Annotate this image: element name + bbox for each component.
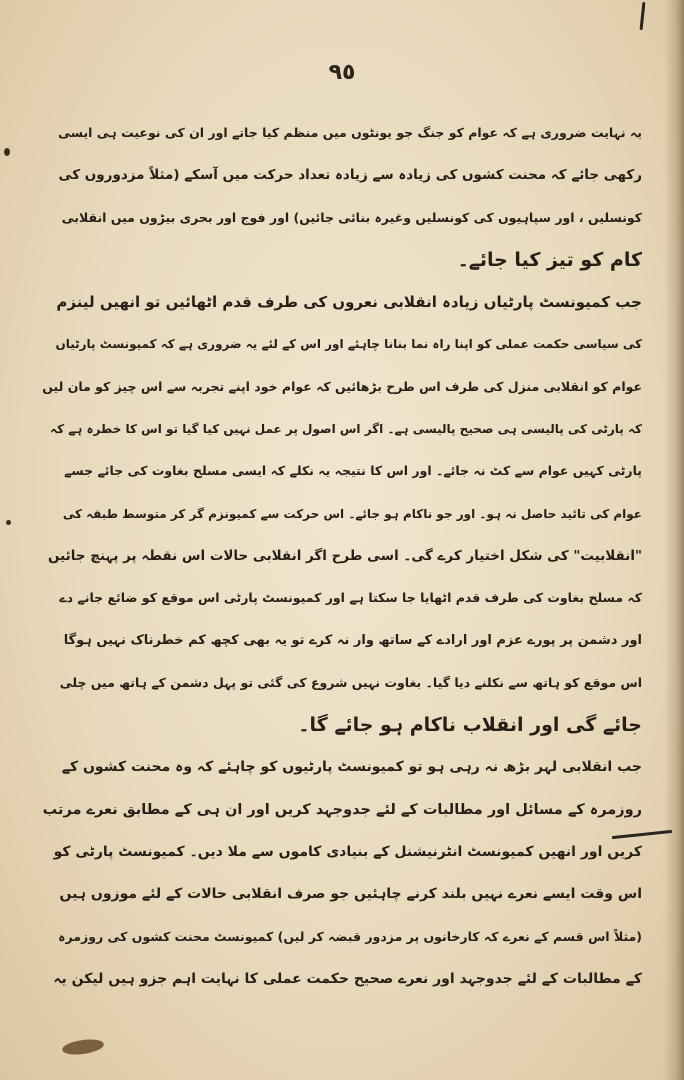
text-line: رکھی جائے کہ محنت کشوں کی زیادہ سے زیادہ تعداد حرکت میں آسکے (مثلاً مزدوروں کی [58, 167, 642, 184]
text-line: اس موقع کو ہاتھ سے نکلنے دیا گیا۔ بغاوت نہیں شروع کی گئی تو پہل دشمن کے ہاتھ میں چلی [59, 674, 642, 690]
text-line: "انقلابیت" کی شکل اختیار کرے گی۔ اسی طرح اگر انقلابی حالات اس نقطہ پر پہنچ جائیں [48, 547, 642, 564]
text-line: پارٹی کہیں عوام سے کٹ نہ جائے۔ اور اس کا نتیجہ یہ نکلے کہ ایسی مسلح بغاوت کی جائے جسے [64, 463, 642, 479]
text-line: (مثلاً اس قسم کے نعرے کہ کارخانوں پر مزدور قبضہ کر لیں) کمیونسٹ محنت کشوں کی روزمرہ [58, 928, 642, 944]
text-line: اور دشمن پر پورے عزم اور ارادے کے ساتھ وار نہ کرے تو یہ بھی کچھ کم خطرناک نہیں ہوگا [63, 632, 642, 648]
text-line: کی سیاسی حکمت عملی کو اپنا راہ نما بنانا چاہئے اور اس کے لئے یہ ضروری ہے کہ کمیونسٹ پارٹیاں [55, 337, 642, 352]
text-line: کریں اور انھیں کمیونسٹ انٹرنیشنل کے بنیادی کاموں سے ملا دیں۔ کمیونسٹ پارٹی کو [53, 844, 642, 861]
page-edge-shadow [664, 0, 684, 1080]
text-line: جب کمیونسٹ پارٹیاں زیادہ انقلابی نعروں کی طرف قدم اٹھائیں تو انھیں لینزم [56, 293, 642, 312]
text-line: کہ مسلح بغاوت کی طرف قدم اٹھایا جا سکتا ہے اور کمیونسٹ پارٹی اس موقع کو ضائع جانے دے [59, 590, 642, 606]
text-line: جائے گی اور انقلاب ناکام ہو جائے گا۔ [298, 714, 642, 737]
text-line: اس وقت ایسے نعرے نہیں بلند کرنے چاہئیں جو صرف انقلابی حالات کے لئے موزوں ہیں [59, 886, 642, 903]
text-line: عوام کو انقلابی منزل کی طرف اس طرح بڑھائیں کہ عوام خود اپنے تجربہ سے اس چیز کو مان لیں [42, 378, 642, 394]
text-line: روزمرہ کے مسائل اور مطالبات کے لئے جدوجہد کریں اور ان ہی کے مطابق نعرے مرتب [42, 801, 642, 818]
left-margin-ink-dot [4, 148, 10, 156]
ink-stain [61, 1037, 105, 1057]
text-line: یہ نہایت ضروری ہے کہ عوام کو جنگ جو یونٹوں میں منظم کیا جاتے اور ان کی نوعیت ہی ایسی [58, 125, 642, 140]
page-number: ٩٥ [328, 60, 356, 85]
text-line: جب انقلابی لہر بڑھ نہ رہی ہو تو کمیونسٹ پارٹیوں کو چاہئے کہ وہ محنت کشوں کے [61, 759, 642, 776]
text-line: کہ پارٹی کی پالیسی ہی صحیح پالیسی ہے۔ اگر اس اصول پر عمل نہیں کیا گیا تو اس کا خطرہ ہے کہ [50, 422, 642, 437]
left-margin-ink-dot [6, 520, 11, 525]
corner-pen-mark [640, 2, 646, 30]
text-line: کام کو تیز کیا جائے۔ [457, 248, 642, 271]
text-line: عوام کی تائید حاصل نہ ہو۔ اور جو ناکام ہو جائے۔ اس حرکت سے کمیونزم گر کر متوسط طبقہ کی [62, 506, 642, 521]
text-line: کے مطالبات کے لئے جدوجہد اور نعرے صحیح حکمت عملی کا نہایت اہم جزو ہیں لیکن یہ [53, 970, 642, 987]
text-line: کونسلیں ، اور سپاہیوں کی کونسلیں وغیرہ بنائی جائیں) اور فوج اور بحری بیڑوں میں انقلابی [61, 209, 642, 225]
urdu-body-text [42, 112, 642, 1000]
